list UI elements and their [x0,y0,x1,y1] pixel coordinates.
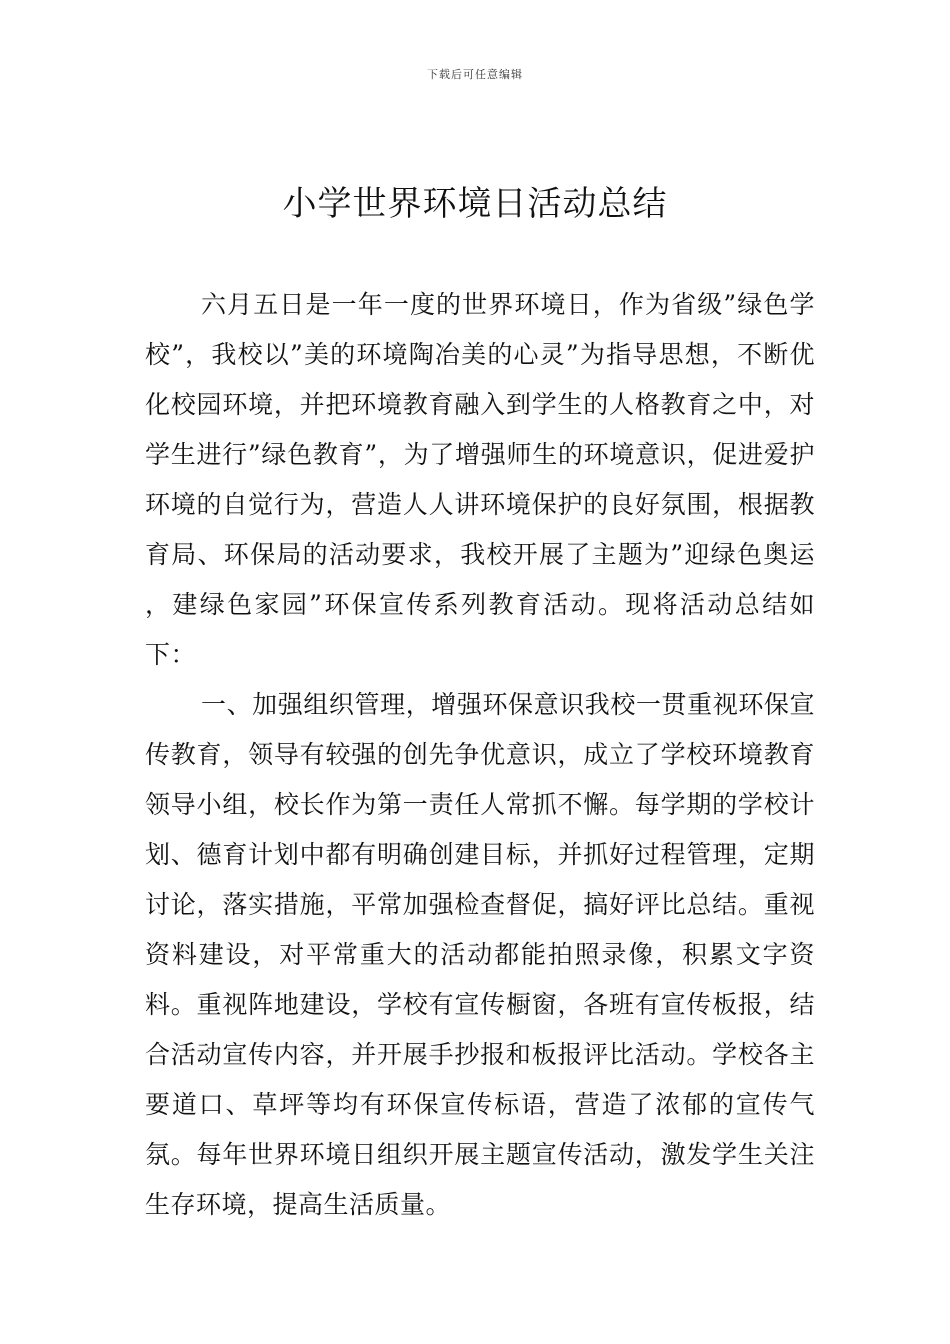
document-title: 小学世界环境日活动总结 [282,184,668,224]
document-body [145,280,815,1230]
paragraph-intro: 六月五日是一年一度的世界环境日，作为省级”绿色学校”，我校以”美的环境陶冶美的心灵”为指导思想，不断优化校园环境，并把环境教育融入到学生的人格教育之中，对学生进行”绿色教育”，为了增强师生的环境意识，促进爱护环境的自觉行为，营造人人讲环境保护的良好氛围，根据教育局、环保局的活动要求，我校开展了主题为”迎绿色奥运 ，建绿色家园”环保宣传系列教育活动。现将活动总结如下： [145,290,815,669]
page-header-note: 下载后可任意编辑 [427,68,523,81]
paragraph-section-one: 一、加强组织管理，增强环保意识我校一贯重视环保宣传教育，领导有较强的创先争优意识，成立了学校环境教育领导小组，校长作为第一责任人常抓不懈。每学期的学校计划、德育计划中都有明确创建目标，并抓好过程管理，定期讨论，落实措施，平常加强检查督促，搞好评比总结。重视资料建设，对平常重大的活动都能拍照录像，积累文字资料。重视阵地建设，学校有宣传橱窗，各班有宣传板报，结合活动宣传内容，并开展手抄报和板报评比活动。学校各主要道口、草坪等均有环保宣传标语，营造了浓郁的宣传气氛。每年世界环境日组织开展主题宣传活动，激发学生关注生存环境，提高生活质量。 [145,690,815,1219]
